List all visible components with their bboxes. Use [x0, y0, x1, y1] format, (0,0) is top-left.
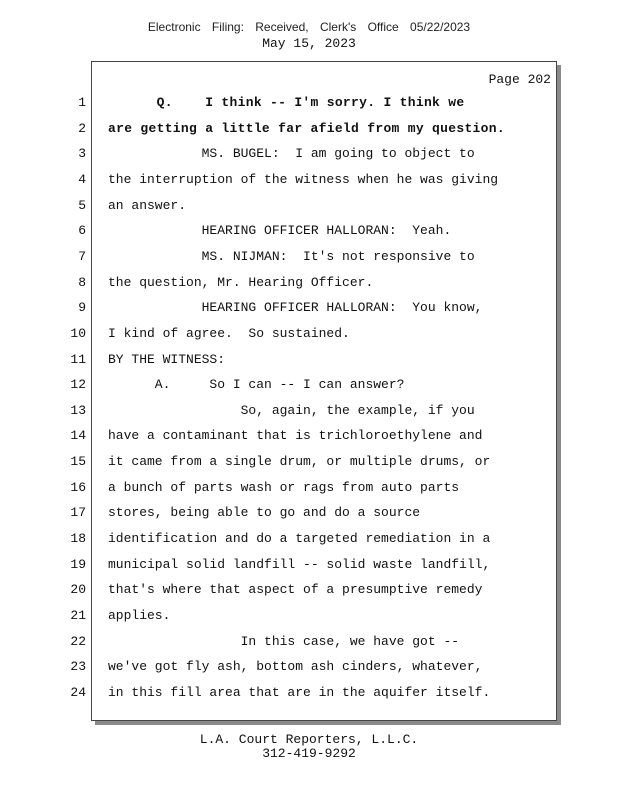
line-text: an answer.: [108, 197, 187, 213]
line-number: 12: [70, 377, 86, 393]
line-number: 7: [78, 248, 86, 264]
line-text: it came from a single drum, or multiple drums, or: [108, 454, 491, 470]
transcript-date: May 15, 2023: [262, 36, 356, 51]
line-text: I kind of agree. So sustained.: [108, 325, 350, 341]
line-text: municipal solid landfill -- solid waste landfill,: [108, 556, 491, 572]
line-text: stores, being able to go and do a source: [108, 505, 421, 521]
page-number: Page 202: [488, 72, 551, 87]
line-text: identification and do a targeted remediation in a: [108, 531, 491, 547]
reporter-phone: 312-419-9292: [262, 746, 356, 761]
line-number: 2: [78, 120, 86, 136]
line-number: 23: [70, 659, 86, 675]
line-text: A. So I can -- I can answer?: [108, 377, 405, 393]
line-text: So, again, the example, if you: [108, 402, 475, 418]
line-text: MS. BUGEL: I am going to object to: [108, 146, 475, 162]
line-number: 14: [70, 428, 86, 444]
line-number: 13: [70, 402, 86, 418]
line-number: 15: [70, 454, 86, 470]
line-number: 10: [70, 325, 86, 341]
line-text: Q. I think -- I'm sorry. I think we: [108, 95, 465, 110]
line-number: 18: [70, 531, 86, 547]
line-text: the question, Mr. Hearing Officer.: [108, 274, 374, 290]
line-number: 21: [70, 608, 86, 623]
line-text: we've got fly ash, bottom ash cinders, whatever,: [108, 659, 483, 675]
line-number: 16: [70, 479, 86, 495]
line-text: are getting a little far afield from my question.: [108, 120, 505, 136]
line-number: 3: [78, 146, 86, 162]
line-text: In this case, we have got --: [108, 633, 460, 649]
line-text: BY THE WITNESS:: [108, 351, 226, 367]
line-number: 19: [70, 556, 86, 572]
line-number: 6: [78, 223, 86, 239]
line-number: 1: [78, 95, 86, 110]
line-text: a bunch of parts wash or rags from auto parts: [108, 479, 460, 495]
line-number: 4: [78, 171, 86, 187]
line-number: 24: [70, 684, 86, 700]
line-text: applies.: [108, 608, 171, 623]
line-text: HEARING OFFICER HALLORAN: Yeah.: [108, 223, 452, 239]
line-number: 20: [70, 582, 86, 598]
line-text: have a contaminant that is trichloroethylene and: [108, 428, 483, 444]
line-number: 11: [70, 351, 86, 367]
line-text: MS. NIJMAN: It's not responsive to: [108, 248, 475, 264]
line-text: HEARING OFFICER HALLORAN: You know,: [108, 300, 483, 316]
line-text: that's where that aspect of a presumptive remedy: [108, 582, 483, 598]
line-text: in this fill area that are in the aquifer itself.: [108, 684, 491, 700]
line-number: 5: [78, 197, 86, 213]
line-number: 8: [78, 274, 86, 290]
line-number: 17: [70, 505, 86, 521]
line-text: the interruption of the witness when he was giving: [108, 171, 499, 187]
reporter-company: L.A. Court Reporters, L.L.C.: [199, 732, 419, 747]
line-number: 22: [70, 633, 86, 649]
filing-stamp: Electronic Filing: Received, Clerk's Office 05/22/2023: [147, 20, 471, 34]
line-number: 9: [78, 300, 86, 316]
